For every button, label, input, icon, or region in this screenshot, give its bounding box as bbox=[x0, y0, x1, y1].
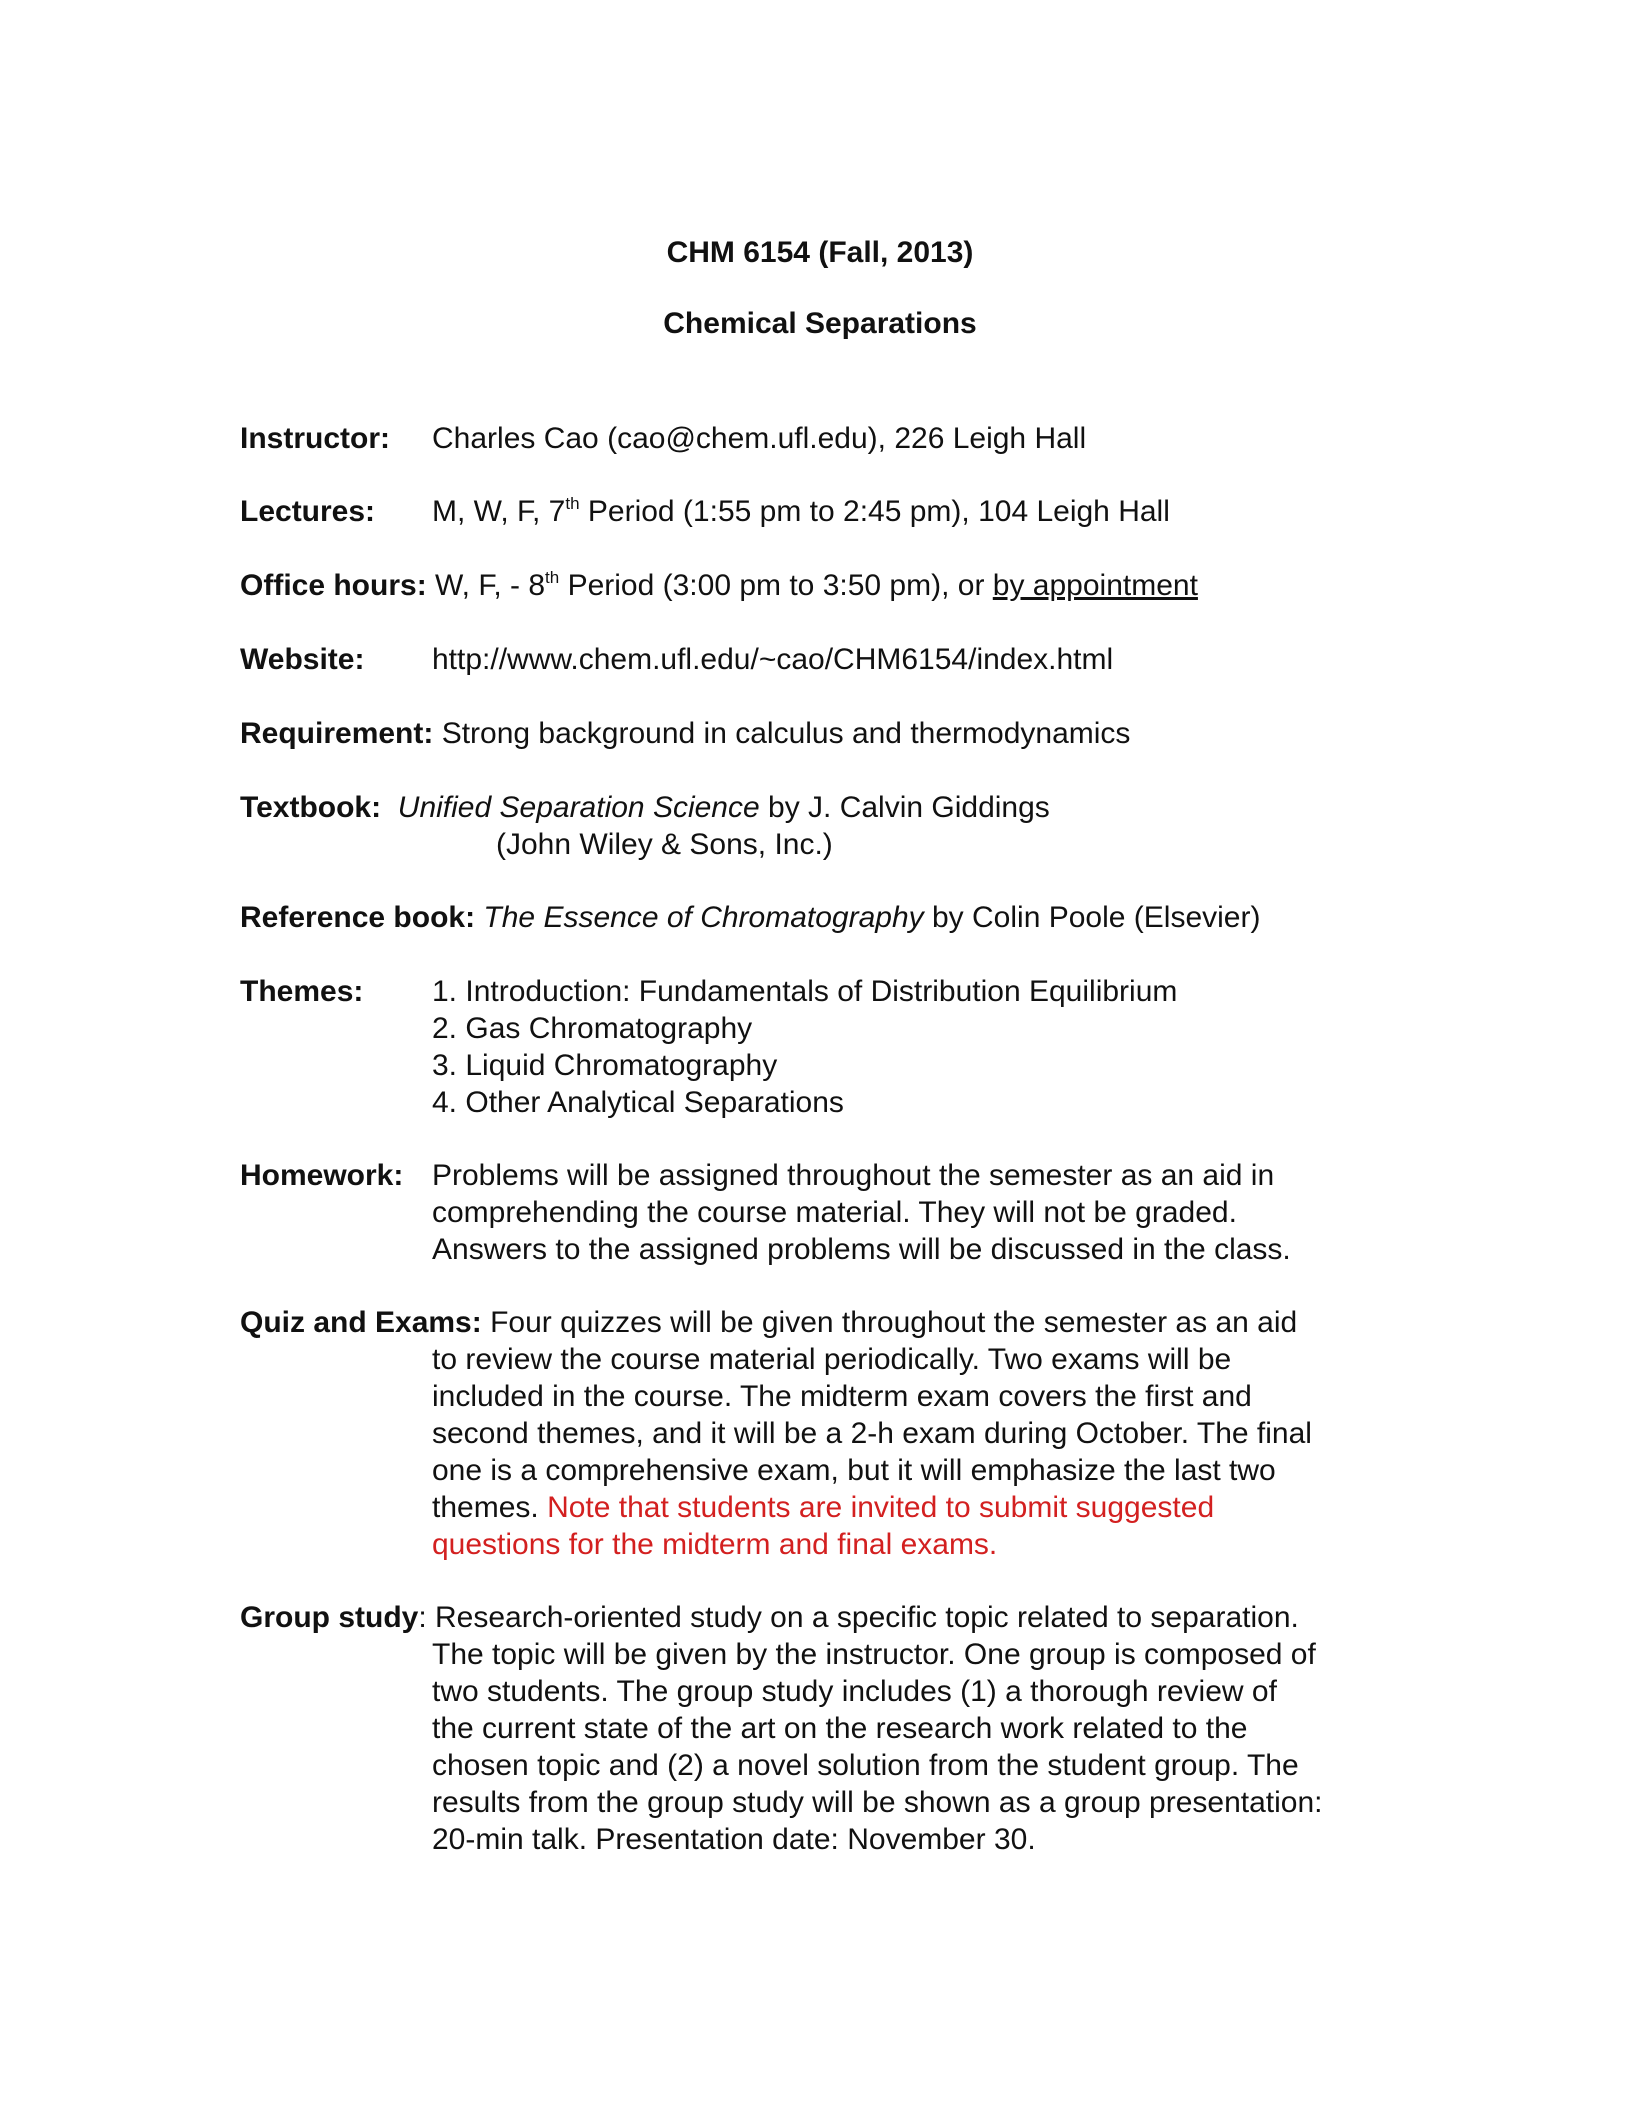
textbook-author: by J. Calvin Giddings bbox=[759, 791, 1050, 824]
lectures-text-end: Period (1:55 pm to 2:45 pm), 104 Leigh Hall bbox=[579, 495, 1170, 528]
quiz-line bbox=[432, 1489, 1420, 1526]
quiz-note-red: questions for the midterm and final exams. bbox=[432, 1528, 998, 1561]
quiz-note-red: Note that students are invited to submit suggested bbox=[547, 1491, 1215, 1524]
reference-entry bbox=[240, 899, 1420, 936]
group-line: The topic will be given by the instructor. One group is composed of bbox=[432, 1638, 1316, 1671]
quiz-line: Four quizzes will be given throughout the semester as an aid bbox=[481, 1306, 1298, 1339]
homework-line: Problems will be assigned throughout the semester as an aid in bbox=[432, 1159, 1275, 1192]
theme-item: 4. Other Analytical Separations bbox=[432, 1086, 844, 1119]
textbook-line bbox=[240, 789, 1420, 826]
lectures-value bbox=[432, 493, 1170, 530]
office-hours-label: Office hours: bbox=[240, 569, 427, 602]
requirement-label: Requirement: bbox=[240, 717, 434, 750]
homework-line: comprehending the course material. They will not be graded. bbox=[432, 1196, 1237, 1229]
instructor-value: Charles Cao (cao@chem.ufl.edu), 226 Leigh Hall bbox=[432, 422, 1087, 455]
lectures-entry bbox=[240, 493, 1420, 530]
website-url[interactable]: http://www.chem.ufl.edu/~cao/CHM6154/index.html bbox=[432, 643, 1114, 676]
requirement-value: Strong background in calculus and thermodynamics bbox=[433, 717, 1131, 750]
office-hours-text-start: W, F, - 8 bbox=[426, 569, 546, 602]
website-entry bbox=[240, 641, 1420, 678]
reference-title: The Essence of Chromatography bbox=[483, 901, 924, 934]
office-hours-text-end: Period (3:00 pm to 3:50 pm), or bbox=[559, 569, 993, 602]
instructor-label: Instructor: bbox=[240, 422, 390, 455]
quiz-label: Quiz and Exams: bbox=[240, 1306, 482, 1339]
course-title: CHM 6154 (Fall, 2013) bbox=[666, 236, 974, 269]
quiz-first-line bbox=[240, 1304, 1420, 1341]
quiz-line: one is a comprehensive exam, but it will emphasize the last two bbox=[432, 1454, 1276, 1487]
themes-label: Themes: bbox=[240, 975, 364, 1008]
office-hours-entry bbox=[240, 567, 1420, 604]
course-subtitle: Chemical Separations bbox=[663, 307, 977, 340]
homework-entry bbox=[240, 1157, 1420, 1268]
theme-item: 3. Liquid Chromatography bbox=[432, 1049, 778, 1082]
textbook-label: Textbook: bbox=[240, 791, 382, 824]
office-hours-superscript: th bbox=[545, 568, 560, 587]
lectures-label: Lectures: bbox=[240, 495, 376, 528]
group-study-entry bbox=[240, 1599, 1420, 1858]
themes-entry bbox=[240, 973, 1420, 1121]
textbook-entry bbox=[240, 789, 1420, 863]
textbook-title: Unified Separation Science bbox=[397, 791, 760, 824]
quiz-text bbox=[240, 1341, 1420, 1563]
quiz-line: included in the course. The midterm exam covers the first and bbox=[432, 1380, 1252, 1413]
group-line: results from the group study will be shown as a group presentation: bbox=[432, 1786, 1323, 1819]
homework-line: Answers to the assigned problems will be discussed in the class. bbox=[432, 1233, 1291, 1266]
group-line: chosen topic and (2) a novel solution from the student group. The bbox=[432, 1749, 1299, 1782]
themes-list bbox=[240, 973, 1420, 1121]
group-first-line bbox=[240, 1599, 1420, 1636]
group-line: two students. The group study includes (1) a thorough review of bbox=[432, 1675, 1277, 1708]
quiz-exams-entry bbox=[240, 1304, 1420, 1563]
group-study-label: Group study bbox=[240, 1601, 419, 1634]
quiz-themes-text: themes. bbox=[432, 1491, 548, 1524]
appointment-link[interactable]: by appointment bbox=[992, 569, 1198, 602]
theme-item: 2. Gas Chromatography bbox=[432, 1012, 753, 1045]
reference-label: Reference book: bbox=[240, 901, 476, 934]
website-label: Website: bbox=[240, 643, 365, 676]
lectures-superscript: th bbox=[565, 494, 580, 513]
instructor-entry bbox=[240, 420, 1420, 457]
group-line: 20-min talk. Presentation date: November 30. bbox=[432, 1823, 1036, 1856]
group-line: the current state of the art on the research work related to the bbox=[432, 1712, 1248, 1745]
requirement-entry bbox=[240, 715, 1420, 752]
group-line: : Research-oriented study on a specific topic related to separation. bbox=[418, 1601, 1299, 1634]
quiz-line: to review the course material periodically. Two exams will be bbox=[432, 1343, 1232, 1376]
reference-author: by Colin Poole (Elsevier) bbox=[923, 901, 1261, 934]
homework-label: Homework: bbox=[240, 1159, 404, 1192]
theme-item: 1. Introduction: Fundamentals of Distribution Equilibrium bbox=[432, 975, 1178, 1008]
group-text bbox=[240, 1636, 1420, 1858]
textbook-publisher: (John Wiley & Sons, Inc.) bbox=[496, 828, 833, 861]
lectures-text-start: M, W, F, 7 bbox=[432, 495, 566, 528]
quiz-line: second themes, and it will be a 2-h exam during October. The final bbox=[432, 1417, 1312, 1450]
homework-text bbox=[240, 1157, 1420, 1268]
